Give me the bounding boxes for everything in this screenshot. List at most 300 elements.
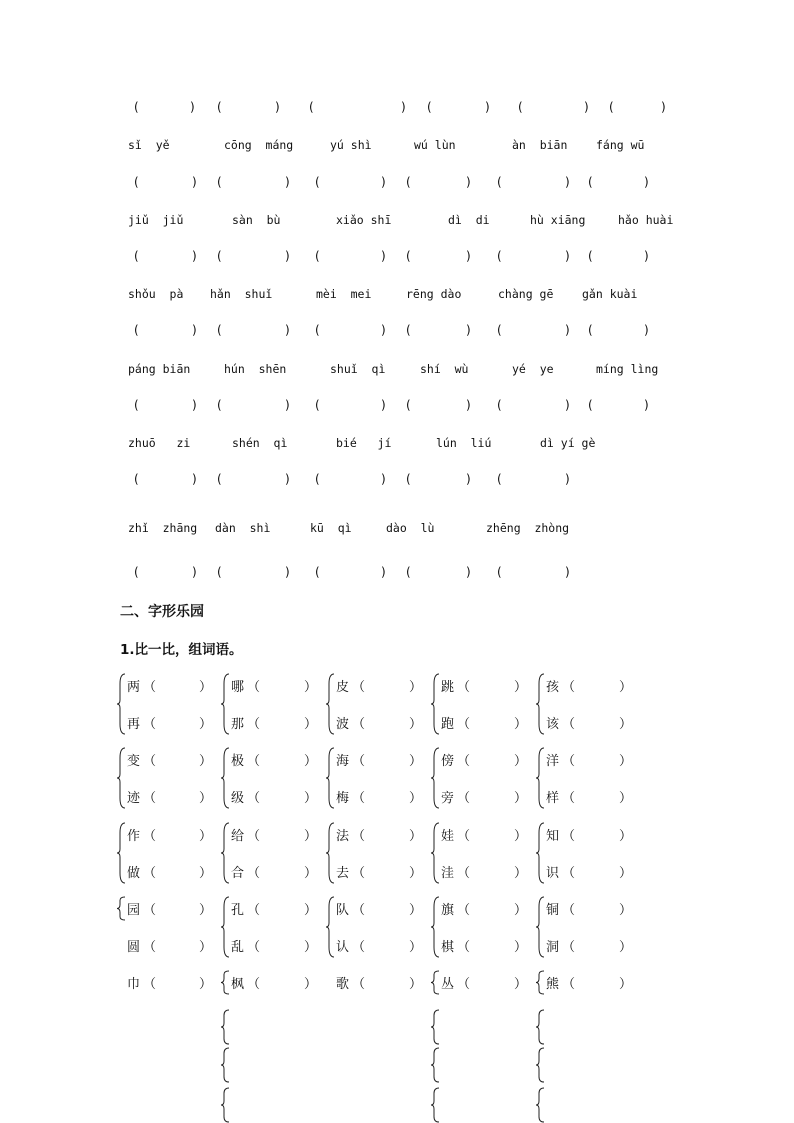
char-word-item xyxy=(546,825,635,844)
answer-blank-close[interactable]: ) xyxy=(401,100,406,114)
pinyin-word: mèi mei xyxy=(316,287,372,301)
open-paren: ( xyxy=(217,100,222,114)
brace-icon xyxy=(536,1047,544,1083)
answer-blank[interactable]: ） xyxy=(304,903,318,918)
answer-blank-close[interactable]: ) xyxy=(285,323,290,337)
open-paren: ( xyxy=(315,175,320,189)
pinyin-word: míng lìng xyxy=(596,362,659,376)
pinyin-word: gǎn kuài xyxy=(582,287,638,301)
answer-blank[interactable]: ） xyxy=(514,829,528,844)
answer-open-paren: （ xyxy=(457,680,471,695)
answer-blank-close[interactable]: ) xyxy=(192,398,197,412)
char-word-item xyxy=(127,862,215,881)
base-character: 棋 xyxy=(441,940,455,955)
answer-blank[interactable]: ） xyxy=(409,829,423,844)
answer-paren-row xyxy=(0,398,794,418)
answer-blank[interactable]: ） xyxy=(199,866,213,881)
brace-icon xyxy=(536,1087,544,1123)
pinyin-word: zhuō zi xyxy=(128,436,191,450)
answer-open-paren: （ xyxy=(562,754,576,769)
answer-open-paren: （ xyxy=(457,977,471,992)
brace-icon xyxy=(117,822,125,884)
base-character: 极 xyxy=(231,754,245,769)
base-character: 旁 xyxy=(441,791,455,806)
pinyin-word: páng biān xyxy=(128,362,191,376)
answer-open-paren: （ xyxy=(562,866,576,881)
pinyin-word: shǒu pà xyxy=(128,287,184,301)
answer-open-paren: （ xyxy=(143,977,157,992)
pinyin-word: dì yí gè xyxy=(540,436,596,450)
char-word-item xyxy=(441,899,530,918)
pinyin-word: dàn shì xyxy=(215,521,271,535)
pinyin-row xyxy=(0,521,794,541)
answer-paren-row xyxy=(0,249,794,269)
answer-blank[interactable]: ） xyxy=(304,717,318,732)
exercise-instruction: 1.比一比，组词语。 xyxy=(120,642,243,658)
answer-blank-close[interactable]: ) xyxy=(565,565,570,579)
answer-blank[interactable]: ） xyxy=(304,940,318,955)
answer-open-paren: （ xyxy=(247,717,261,732)
pinyin-word: wú lùn xyxy=(414,138,456,152)
pinyin-word: bié jí xyxy=(336,436,392,450)
open-paren: ( xyxy=(134,249,139,263)
brace-icon xyxy=(117,747,125,809)
answer-blank[interactable]: ） xyxy=(619,791,633,806)
open-paren: ( xyxy=(309,100,314,114)
answer-blank-close[interactable]: ) xyxy=(644,249,649,263)
answer-open-paren: （ xyxy=(247,903,261,918)
answer-blank-close[interactable]: ) xyxy=(381,398,386,412)
answer-blank-close[interactable]: ) xyxy=(565,398,570,412)
pinyin-word: jiǔ jiǔ xyxy=(128,213,184,227)
pinyin-word: lún liú xyxy=(436,436,492,450)
answer-open-paren: （ xyxy=(247,977,261,992)
answer-blank[interactable]: ） xyxy=(619,680,633,695)
answer-blank-close[interactable]: ) xyxy=(466,249,471,263)
answer-blank-close[interactable]: ) xyxy=(285,565,290,579)
answer-open-paren: （ xyxy=(562,829,576,844)
answer-blank-close[interactable]: ) xyxy=(192,249,197,263)
answer-blank[interactable]: ） xyxy=(304,829,318,844)
answer-paren-row xyxy=(0,472,794,492)
answer-blank-close[interactable]: ) xyxy=(192,323,197,337)
answer-paren-row xyxy=(0,565,794,585)
answer-blank[interactable]: ） xyxy=(514,754,528,769)
base-character: 样 xyxy=(546,791,560,806)
answer-open-paren: （ xyxy=(352,940,366,955)
brace-icon xyxy=(221,747,229,809)
char-word-item xyxy=(336,750,425,769)
answer-blank[interactable]: ） xyxy=(514,903,528,918)
answer-open-paren: （ xyxy=(247,940,261,955)
open-paren: ( xyxy=(315,472,320,486)
base-character: 梅 xyxy=(336,791,350,806)
answer-open-paren: （ xyxy=(457,791,471,806)
open-paren: ( xyxy=(134,323,139,337)
answer-blank-close[interactable]: ) xyxy=(192,565,197,579)
brace-icon xyxy=(221,1009,229,1045)
base-character: 再 xyxy=(127,717,141,732)
answer-open-paren: （ xyxy=(457,903,471,918)
char-word-item xyxy=(336,936,425,955)
answer-blank[interactable]: ） xyxy=(409,791,423,806)
answer-blank[interactable]: ） xyxy=(514,940,528,955)
answer-blank-close[interactable]: ) xyxy=(565,175,570,189)
answer-blank[interactable]: ） xyxy=(409,903,423,918)
open-paren: ( xyxy=(217,249,222,263)
answer-blank-close[interactable]: ) xyxy=(285,249,290,263)
base-character: 铜 xyxy=(546,903,560,918)
open-paren: ( xyxy=(217,175,222,189)
brace-icon xyxy=(431,896,439,958)
answer-open-paren: （ xyxy=(352,829,366,844)
answer-open-paren: （ xyxy=(247,829,261,844)
brace-icon xyxy=(221,1047,229,1083)
open-paren: ( xyxy=(588,249,593,263)
pinyin-word: kū qì xyxy=(310,521,352,535)
answer-blank[interactable]: ） xyxy=(304,754,318,769)
base-character: 歌 xyxy=(336,977,350,992)
answer-blank-close[interactable]: ) xyxy=(466,175,471,189)
pinyin-word: yú shì xyxy=(330,138,372,152)
char-word-item xyxy=(127,825,215,844)
char-word-item xyxy=(546,899,635,918)
brace-icon xyxy=(117,673,125,735)
char-word-item xyxy=(127,899,215,918)
answer-open-paren: （ xyxy=(143,940,157,955)
char-word-item xyxy=(441,750,530,769)
answer-open-paren: （ xyxy=(457,754,471,769)
answer-blank[interactable]: ） xyxy=(409,866,423,881)
open-paren: ( xyxy=(406,249,411,263)
base-character: 该 xyxy=(546,717,560,732)
answer-blank-close[interactable]: ) xyxy=(565,323,570,337)
brace-icon xyxy=(431,822,439,884)
answer-blank[interactable]: ） xyxy=(199,940,213,955)
pinyin-word: shí wù xyxy=(420,362,469,376)
brace-icon xyxy=(536,822,544,884)
base-character: 识 xyxy=(546,866,560,881)
char-word-item xyxy=(336,676,425,695)
answer-blank[interactable]: ） xyxy=(619,940,633,955)
answer-blank[interactable]: ） xyxy=(619,903,633,918)
answer-open-paren: （ xyxy=(247,680,261,695)
answer-blank[interactable]: ） xyxy=(409,717,423,732)
char-word-item xyxy=(441,862,530,881)
base-character: 皮 xyxy=(336,680,350,695)
answer-blank[interactable]: ） xyxy=(199,903,213,918)
answer-blank[interactable]: ） xyxy=(199,717,213,732)
brace-icon xyxy=(431,1047,439,1083)
open-paren: ( xyxy=(134,175,139,189)
answer-blank[interactable]: ） xyxy=(409,977,423,992)
base-character: 认 xyxy=(336,940,350,955)
char-word-item xyxy=(546,936,635,955)
answer-open-paren: （ xyxy=(457,717,471,732)
answer-blank[interactable]: ） xyxy=(304,791,318,806)
open-paren: ( xyxy=(134,398,139,412)
pinyin-word: hǎn shuǐ xyxy=(210,287,273,301)
answer-blank[interactable]: ） xyxy=(304,977,318,992)
answer-open-paren: （ xyxy=(352,903,366,918)
answer-blank[interactable]: ） xyxy=(199,791,213,806)
answer-blank[interactable]: ） xyxy=(304,866,318,881)
char-word-item xyxy=(336,973,425,992)
char-word-item xyxy=(441,936,530,955)
answer-blank-close[interactable]: ) xyxy=(285,398,290,412)
pinyin-word: zhǐ zhāng xyxy=(128,521,198,535)
open-paren: ( xyxy=(588,398,593,412)
char-word-item xyxy=(127,936,215,955)
answer-open-paren: （ xyxy=(457,866,471,881)
answer-blank-close[interactable]: ) xyxy=(466,323,471,337)
base-character: 作 xyxy=(127,829,141,844)
brace-icon xyxy=(431,673,439,735)
brace-icon xyxy=(326,747,334,809)
open-paren: ( xyxy=(609,100,614,114)
open-paren: ( xyxy=(315,565,320,579)
pinyin-word: sàn bù xyxy=(232,213,281,227)
open-paren: ( xyxy=(588,175,593,189)
answer-blank[interactable]: ） xyxy=(514,680,528,695)
answer-blank-close[interactable]: ) xyxy=(190,100,195,114)
answer-blank[interactable]: ） xyxy=(514,866,528,881)
answer-open-paren: （ xyxy=(143,717,157,732)
pinyin-word: cōng máng xyxy=(224,138,294,152)
brace-icon xyxy=(536,673,544,735)
answer-blank-close[interactable]: ) xyxy=(565,249,570,263)
base-character: 洼 xyxy=(441,866,455,881)
base-character: 圆 xyxy=(127,940,141,955)
answer-blank[interactable]: ） xyxy=(409,680,423,695)
answer-blank-close[interactable]: ) xyxy=(466,565,471,579)
brace-icon xyxy=(326,673,334,735)
char-word-item xyxy=(231,973,320,992)
pinyin-row xyxy=(0,362,794,382)
char-word-item xyxy=(441,787,530,806)
brace-icon xyxy=(221,970,229,995)
answer-blank-close[interactable]: ) xyxy=(285,472,290,486)
base-character: 巾 xyxy=(127,977,141,992)
answer-blank[interactable]: ） xyxy=(409,754,423,769)
answer-blank[interactable]: ） xyxy=(199,977,213,992)
answer-blank[interactable]: ） xyxy=(619,717,633,732)
pinyin-word: sǐ yě xyxy=(128,138,170,152)
base-character: 傍 xyxy=(441,754,455,769)
base-character: 海 xyxy=(336,754,350,769)
open-paren: ( xyxy=(217,323,222,337)
base-character: 洞 xyxy=(546,940,560,955)
base-character: 乱 xyxy=(231,940,245,955)
brace-icon xyxy=(536,1009,544,1045)
base-character: 法 xyxy=(336,829,350,844)
answer-open-paren: （ xyxy=(562,903,576,918)
answer-blank-close[interactable]: ) xyxy=(565,472,570,486)
char-word-item xyxy=(231,862,320,881)
char-word-item xyxy=(336,713,425,732)
char-word-item xyxy=(546,676,635,695)
answer-open-paren: （ xyxy=(457,940,471,955)
open-paren: ( xyxy=(518,100,523,114)
char-word-item xyxy=(231,787,320,806)
answer-blank-close[interactable]: ) xyxy=(285,175,290,189)
brace-icon xyxy=(326,896,334,958)
answer-open-paren: （ xyxy=(143,866,157,881)
pinyin-row xyxy=(0,138,794,158)
answer-blank-close[interactable]: ) xyxy=(584,100,589,114)
base-character: 变 xyxy=(127,754,141,769)
char-word-item xyxy=(231,750,320,769)
open-paren: ( xyxy=(497,398,502,412)
base-character: 知 xyxy=(546,829,560,844)
answer-blank[interactable]: ） xyxy=(619,754,633,769)
char-word-item xyxy=(231,676,320,695)
answer-open-paren: （ xyxy=(352,717,366,732)
open-paren: ( xyxy=(217,472,222,486)
open-paren: ( xyxy=(406,175,411,189)
char-word-item xyxy=(546,750,635,769)
base-character: 旗 xyxy=(441,903,455,918)
answer-paren-row xyxy=(0,323,794,343)
base-character: 波 xyxy=(336,717,350,732)
answer-blank[interactable]: ） xyxy=(199,680,213,695)
answer-open-paren: （ xyxy=(247,791,261,806)
char-word-item xyxy=(441,825,530,844)
open-paren: ( xyxy=(406,472,411,486)
pinyin-row xyxy=(0,436,794,456)
answer-blank[interactable]: ） xyxy=(514,717,528,732)
pinyin-word: shuǐ qì xyxy=(330,362,386,376)
answer-blank[interactable]: ） xyxy=(514,791,528,806)
open-paren: ( xyxy=(497,175,502,189)
open-paren: ( xyxy=(134,565,139,579)
char-word-item xyxy=(546,862,635,881)
answer-blank[interactable]: ） xyxy=(619,829,633,844)
answer-blank-close[interactable]: ) xyxy=(644,323,649,337)
answer-blank[interactable]: ） xyxy=(619,866,633,881)
open-paren: ( xyxy=(406,323,411,337)
char-word-item xyxy=(336,825,425,844)
answer-open-paren: （ xyxy=(247,754,261,769)
pinyin-word: dì di xyxy=(448,213,490,227)
answer-open-paren: （ xyxy=(562,940,576,955)
answer-blank-close[interactable]: ) xyxy=(644,398,649,412)
base-character: 丛 xyxy=(441,977,455,992)
base-character: 孔 xyxy=(231,903,245,918)
answer-blank-close[interactable]: ) xyxy=(381,323,386,337)
char-word-item xyxy=(546,973,635,992)
open-paren: ( xyxy=(497,323,502,337)
answer-open-paren: （ xyxy=(352,680,366,695)
answer-paren-row xyxy=(0,175,794,195)
open-paren: ( xyxy=(217,398,222,412)
answer-paren-row xyxy=(0,100,794,120)
open-paren: ( xyxy=(315,249,320,263)
char-word-item xyxy=(127,750,215,769)
pinyin-row xyxy=(0,213,794,233)
answer-blank-close[interactable]: ) xyxy=(192,472,197,486)
brace-icon xyxy=(221,1087,229,1123)
brace-icon xyxy=(221,673,229,735)
answer-blank-close[interactable]: ) xyxy=(381,565,386,579)
brace-icon xyxy=(431,1009,439,1045)
answer-blank[interactable]: ） xyxy=(409,940,423,955)
answer-blank-close[interactable]: ) xyxy=(644,175,649,189)
brace-icon xyxy=(221,896,229,958)
answer-blank[interactable]: ） xyxy=(619,977,633,992)
base-character: 洋 xyxy=(546,754,560,769)
answer-open-paren: （ xyxy=(562,977,576,992)
brace-icon xyxy=(536,896,544,958)
answer-blank-close[interactable]: ) xyxy=(192,175,197,189)
pinyin-row xyxy=(0,287,794,307)
answer-open-paren: （ xyxy=(143,829,157,844)
answer-blank-close[interactable]: ) xyxy=(661,100,666,114)
open-paren: ( xyxy=(588,323,593,337)
base-character: 那 xyxy=(231,717,245,732)
char-word-item xyxy=(127,676,215,695)
answer-open-paren: （ xyxy=(352,977,366,992)
base-character: 迹 xyxy=(127,791,141,806)
pinyin-word: yé ye xyxy=(512,362,554,376)
answer-blank[interactable]: ） xyxy=(199,754,213,769)
section-title: 二、字形乐园 xyxy=(120,604,204,620)
open-paren: ( xyxy=(134,100,139,114)
char-word-item xyxy=(336,787,425,806)
answer-blank-close[interactable]: ) xyxy=(381,249,386,263)
answer-blank-close[interactable]: ) xyxy=(275,100,280,114)
answer-blank-close[interactable]: ) xyxy=(381,175,386,189)
char-word-item xyxy=(336,862,425,881)
pinyin-word: dào lù xyxy=(386,521,435,535)
open-paren: ( xyxy=(315,398,320,412)
char-word-item xyxy=(231,936,320,955)
answer-blank[interactable]: ） xyxy=(304,680,318,695)
answer-open-paren: （ xyxy=(143,903,157,918)
base-character: 哪 xyxy=(231,680,245,695)
base-character: 娃 xyxy=(441,829,455,844)
pinyin-word: xiǎo shī xyxy=(336,213,392,227)
open-paren: ( xyxy=(497,249,502,263)
base-character: 枫 xyxy=(231,977,245,992)
answer-blank-close[interactable]: ) xyxy=(466,398,471,412)
open-paren: ( xyxy=(497,472,502,486)
pinyin-word: hù xiāng xyxy=(530,213,586,227)
answer-blank-close[interactable]: ) xyxy=(381,472,386,486)
open-paren: ( xyxy=(134,472,139,486)
answer-open-paren: （ xyxy=(143,791,157,806)
open-paren: ( xyxy=(217,565,222,579)
base-character: 孩 xyxy=(546,680,560,695)
base-character: 做 xyxy=(127,866,141,881)
answer-open-paren: （ xyxy=(562,717,576,732)
brace-icon xyxy=(536,970,544,995)
pinyin-word: fáng wū xyxy=(596,138,645,152)
base-character: 跳 xyxy=(441,680,455,695)
answer-blank[interactable]: ） xyxy=(514,977,528,992)
pinyin-word: hǎo huài xyxy=(618,213,674,227)
char-word-item xyxy=(231,899,320,918)
answer-open-paren: （ xyxy=(562,791,576,806)
char-word-item xyxy=(441,676,530,695)
answer-blank-close[interactable]: ) xyxy=(485,100,490,114)
answer-blank-close[interactable]: ) xyxy=(466,472,471,486)
char-word-item xyxy=(336,899,425,918)
answer-open-paren: （ xyxy=(352,866,366,881)
answer-blank[interactable]: ） xyxy=(199,829,213,844)
char-word-item xyxy=(546,713,635,732)
char-word-item xyxy=(546,787,635,806)
